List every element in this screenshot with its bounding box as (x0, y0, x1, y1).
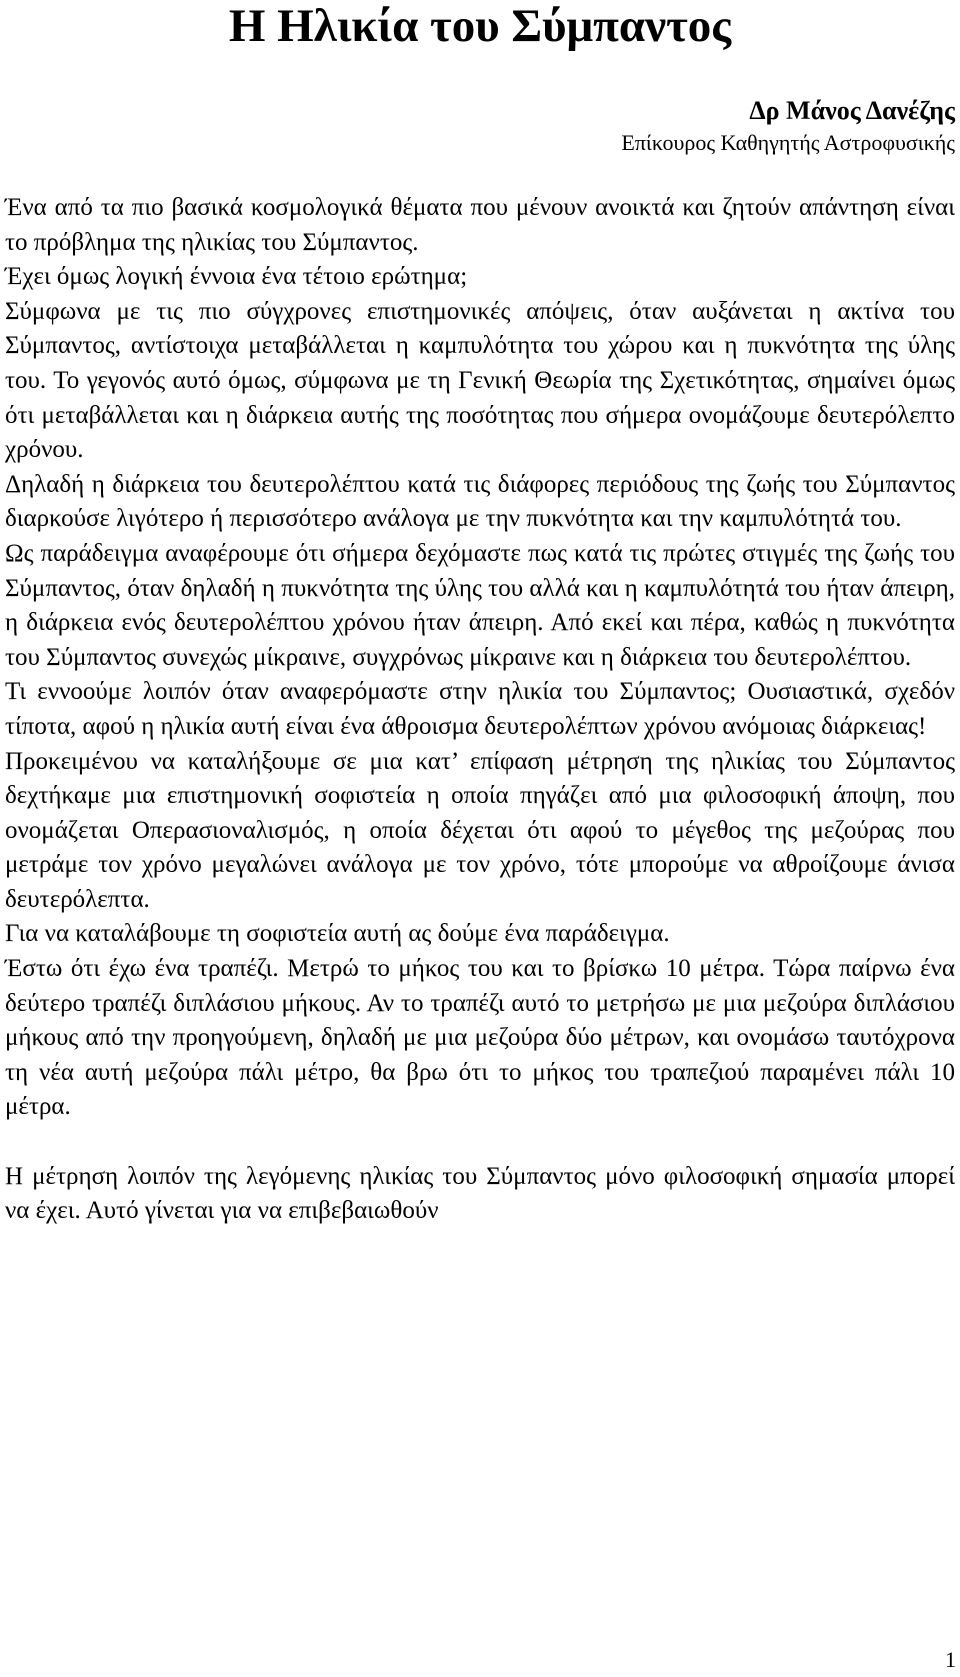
paragraph-6: Τι εννοούμε λοιπόν όταν αναφερόμαστε στην ηλικία του Σύμπαντος; Ουσιαστικά, σχεδόν τίποτα, αφού η ηλικία αυτή είναι ένα άθροισμα δευτερολέπτων χρόνου ανόμοιας διάρκειας! (5, 678, 955, 740)
author-block (621, 94, 955, 158)
page-number: 1 (945, 1647, 956, 1672)
paragraph-2: Έχει όμως λογική έννοια ένα τέτοιο ερώτημα; (5, 263, 468, 291)
paragraph-5: Ως παράδειγμα αναφέρουμε ότι σήμερα δεχόμαστε πως κατά τις πρώτες στιγμές της ζωής του Σύμπαντος, όταν δηλαδή η πυκνότητα της ύλης του αλλά και η καμπυλότητά του ήταν άπειρη, η διάρκεια ενός δευτερολέπτου χρόνου ήταν άπειρη. Από εκεί και πέρα, καθώς η πυκνότητα του Σύμπαντος συνεχώς μίκραινε, συγχρόνως μίκραινε και η διάρκεια του δευτερολέπτου. (5, 539, 955, 671)
paragraph-10: Η μέτρηση λοιπόν της λεγόμενης ηλικίας του Σύμπαντος μόνο φιλοσοφική σημασία μπορεί να έχει. Αυτό γίνεται για να επιβεβαιωθούν (5, 1162, 955, 1225)
paragraph-1: Ένα από τα πιο βασικά κοσμολογικά θέματα που μένουν ανοικτά και ζητούν απάντηση είναι το πρόβλημα της ηλικίας του Σύμπαντος. (5, 194, 955, 256)
paragraph-9: Έστω ότι έχω ένα τραπέζι. Μετρώ το μήκος του και το βρίσκω 10 μέτρα. Τώρα παίρνω ένα δεύτερο τραπέζι διπλάσιου μήκους. Αν το τραπέζι αυτό το μετρήσω με μια μεζούρα διπλάσιου μήκους από την προηγούμενη, δηλαδή με μια μεζούρα δύο μέτρων, και ονομάσω ταυτόχρονα τη νέα αυτή μεζούρα πάλι μέτρο, θα βρω ότι το μήκος του τραπεζιού παραμένει πάλι 10 μέτρα. (5, 955, 955, 1121)
document-title: Η Ηλικία του Σύμπαντος (228, 0, 732, 52)
paragraph-4: Δηλαδή η διάρκεια του δευτερολέπτου κατά τις διάφορες περιόδους της ζωής του Σύμπαντος διαρκούσε λιγότερο ή περισσότερο ανάλογα με την πυκνότητα και την καμπυλότητά του. (5, 470, 955, 533)
paragraph-8: Για να καταλάβουμε τη σοφιστεία αυτή ας δούμε ένα παράδειγμα. (5, 920, 670, 948)
paragraph-3: Σύμφωνα με τις πιο σύγχρονες επιστημονικές απόψεις, όταν αυξάνεται η ακτίνα του Σύμπαντος, αντίστοιχα μεταβάλλεται η καμπυλότητα του χώρου και η πυκνότητα της ύλης του. Το γεγονός αυτό όμως, σύμφωνα με τη Γενική Θεωρία της Σχετικότητας, σημαίνει όμως ότι μεταβάλλεται και η διάρκεια αυτής της ποσότητας που σήμερα ονομάζουμε δευτερόλεπτο χρόνου. (5, 297, 955, 464)
author-role: Επίκουρος Καθηγητής Αστροφυσικής (621, 130, 955, 155)
paragraph-7: Προκειμένου να καταλήξουμε σε μια κατ’ επίφαση μέτρηση της ηλικίας του Σύμπαντος δεχτήκαμε μια επιστημονική σοφιστεία η οποία πηγάζει από μια φιλοσοφική άποψη, που ονομάζεται Οπερασιοναλισμός, η οποία δέχεται ότι αφού το μέγεθος της μεζούρας που μετράμε τον χρόνο μεγαλώνει ανάλογα με τον χρόνο, τότε μπορούμε να αθροίζουμε άνισα δευτερόλεπτα. (5, 747, 955, 913)
author-name: Δρ Μάνος Δανέζης (749, 96, 955, 125)
article-body (5, 191, 955, 1229)
